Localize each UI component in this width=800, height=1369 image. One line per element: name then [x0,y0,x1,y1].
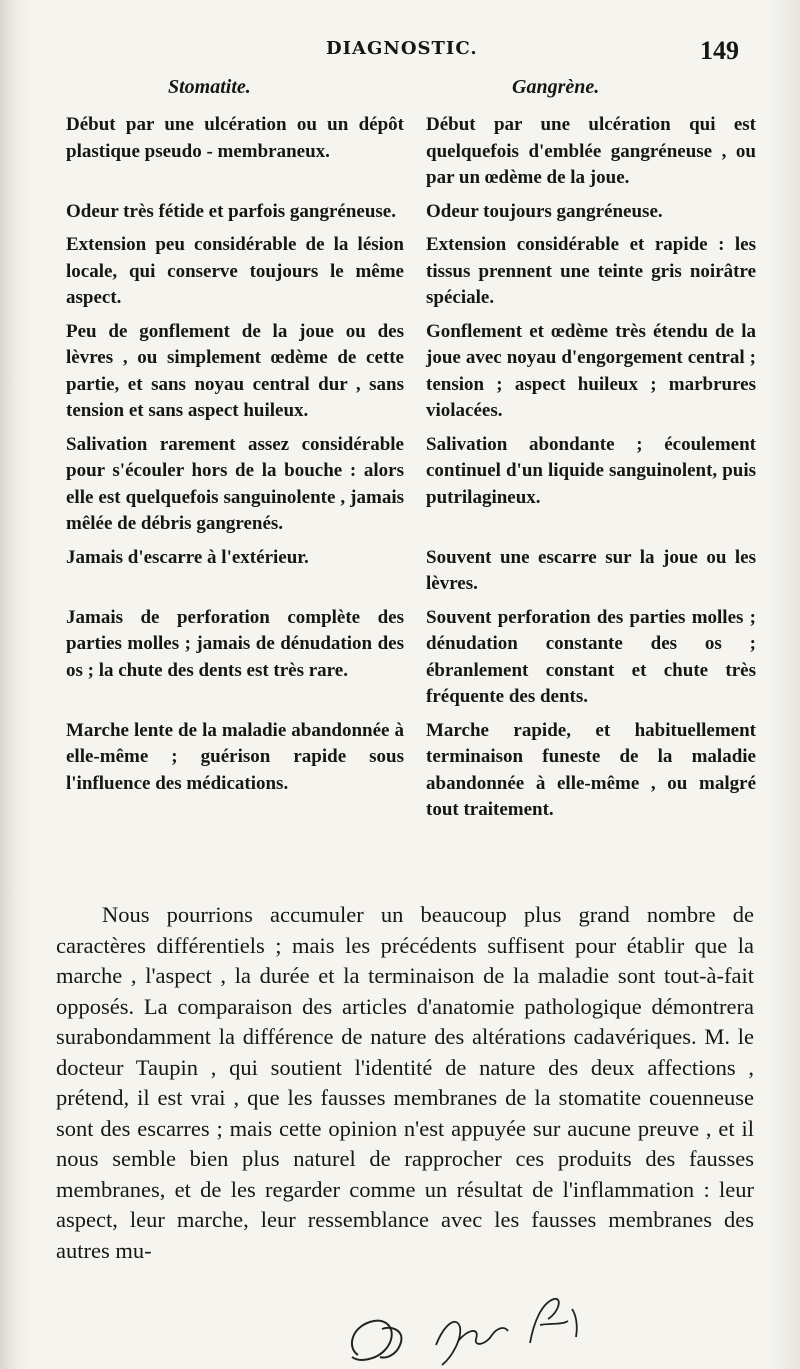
running-head [0,36,800,66]
stomatite-cell: Début par une ulcération ou un dépôt plastique pseudo - membraneux. [66,114,404,162]
comparison-row [66,232,756,312]
gangrene-cell: Début par une ulcération qui est quelquefois d'emblée gangréneuse , ou par un œdème de la joue. [426,114,756,188]
stomatite-cell: Jamais d'escarre à l'extérieur. [66,546,309,568]
gangrene-cell: Souvent une escarre sur la joue ou les lèvres. [426,546,756,594]
comparison-row [66,112,756,192]
comparison-row [66,718,756,824]
comparison-row [66,319,756,425]
comparison-row [66,432,756,538]
stomatite-cell: Extension peu considérable de la lésion locale, qui conserve toujours le même aspect. [66,234,404,308]
stomatite-cell: Odeur très fétide et parfois gangréneuse. [66,200,396,222]
column-heading-stomatite: Stomatite. [168,76,251,98]
page-number: 149 [700,36,739,65]
running-title: DIAGNOSTIC. [326,38,478,59]
gangrene-cell: Odeur toujours gangréneuse. [426,200,663,222]
gangrene-cell: Marche rapide, et habituellement terminaison funeste de la maladie abandonnée à elle-même , ou malgré tout traitement. [426,719,756,820]
handwritten-signature [340,1285,600,1369]
gangrene-cell: Salivation abondante ; écoulement continuel d'un liquide sanguinolent, puis putrilagineux. [426,433,756,508]
comparison-row [66,605,756,711]
gangrene-cell: Gonflement et œdème très étendu de la joue avec noyau d'engorgement central ; tension ; aspect huileux ; marbrures violacées. [426,320,756,421]
gangrene-cell: Souvent perforation des parties molles ; dénudation constante des os ; ébranlement constant et chute très fréquente des dents. [426,606,756,707]
stomatite-cell: Jamais de perforation complète des parties molles ; jamais de dénudation des os ; la chute des dents est très rare. [66,606,404,681]
differential-diagnosis-table [66,112,756,831]
column-heading-gangrene: Gangrène. [512,76,600,98]
stomatite-cell: Marche lente de la maladie abandonnée à elle-même ; guérison rapide sous l'influence des médications. [66,719,404,794]
comparison-row [66,199,756,226]
gangrene-cell: Extension considérable et rapide : les tissus prennent une teinte gris noirâtre spéciale. [426,234,756,308]
body-paragraph: Nous pourrions accumuler un beaucoup plus grand nombre de caractères différentiels ; mais les précédents suffisent pour établir que la marche , l'aspect , la durée et la terminaison de la maladie sont tout-à-fait opposés. La comparaison des articles d'anatomie pathologique démontrera surabondamment la différence de nature des altérations cadavériques. M. le docteur Taupin , qui soutient l'identité de nature des deux affections , prétend, il est vrai , que les fausses membranes de la stomatite couenneuse sont des escarres ; mais cette opinion n'est appuyée sur aucune preuve , et il nous semble bien plus naturel de rapprocher ces produits des fausses membranes, et de les regarder comme un résultat de l'inflammation : leur aspect, leur marche, leur ressemblance avec les fausses membranes des autres mu- [56,902,754,1263]
comparison-row [66,545,756,598]
stomatite-cell: Peu de gonflement de la joue ou des lèvres , ou simplement œdème de cette partie, et sans noyau central dur , sans tension et sans aspect huileux. [66,320,404,421]
stomatite-cell: Salivation rarement assez considérable pour s'écouler hors de la bouche : alors elle est quelquefois sanguinolente , jamais mêlée de débris gangrenés. [66,433,404,534]
